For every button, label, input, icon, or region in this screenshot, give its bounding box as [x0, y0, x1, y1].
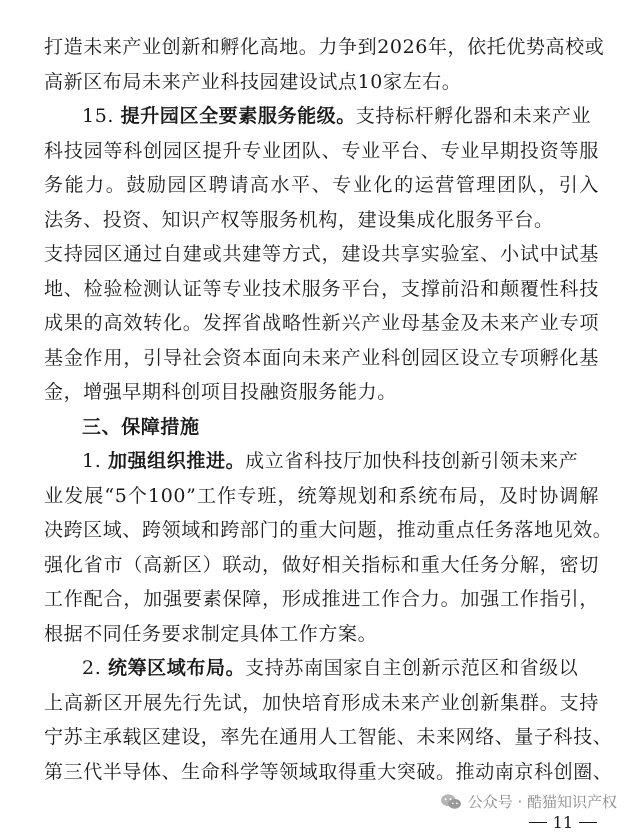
page-number-dash-left [529, 822, 547, 823]
text-line: 法务、投资、知识产权等服务机构，建设集成化服务平台。 [44, 208, 554, 231]
text-line: 高新区布局未来产业科技园建设试点10家左右。 [44, 70, 462, 93]
page-number-value: 11 [552, 813, 573, 832]
item-number: 15. [82, 105, 115, 127]
page-number-dash-right [579, 822, 597, 823]
item-number: 1. [82, 450, 102, 472]
text-line: 务能力。鼓励园区聘请高水平、专业化的运营管理团队，引入 [44, 174, 599, 196]
item-2-line [44, 651, 599, 686]
wechat-icon [440, 793, 462, 811]
text-line: 第三代半导体、生命科学等领域取得重大突破。推动南京科创圈、 [44, 760, 613, 783]
item-heading: 统筹区域布局。 [107, 657, 246, 679]
text-line: 强化省市（高新区）联动，做好相关指标和重大任务分解，密切 [44, 553, 599, 576]
text-line: 上高新区开展先行先试，加快培育形成未来产业创新集群。支持 [44, 691, 599, 714]
text-line: 宁苏主承载区建设，率先在通用人工智能、未来网络、量子科技、 [44, 726, 613, 748]
item-heading: 加强组织推进。 [107, 450, 246, 472]
text-line: 业发展“5个100”工作专班，统筹规划和系统布局，及时协调解 [44, 484, 599, 507]
item-number: 2. [82, 657, 102, 679]
item-text: 支持标杆孵化器和未来产业 [355, 105, 592, 127]
item-text: 支持苏南国家自主创新示范区和省级以 [245, 657, 579, 679]
item-heading: 提升园区全要素服务能级。 [120, 105, 356, 127]
text-line: 地、检验检测认证等专业技术服务平台，支撑前沿和颠覆性科技 [44, 277, 599, 300]
item-15-line [44, 99, 599, 134]
text-line: 根据不同任务要求制定具体工作方案。 [44, 622, 378, 645]
text-line: 工作配合，加强要素保障，形成推进工作合力。加强工作指引， [44, 588, 599, 610]
text-line: 基金作用，引导社会资本面向未来产业科创园区设立专项孵化基 [44, 346, 599, 369]
text-line: 决跨区域、跨领域和跨部门的重大问题，推动重点任务落地见效。 [44, 519, 613, 541]
text-line: 打造未来产业创新和孵化高地。力争到2026年，依托优势高校或 [44, 36, 605, 58]
item-1-line [44, 444, 599, 479]
text-line: 科技园等科创园区提升专业团队、专业平台、专业早期投资等服 [44, 139, 599, 162]
section-heading: 三、保障措施 [82, 415, 200, 438]
watermark-text: 公众号 · 酷猫知识产权 [467, 793, 617, 811]
text-line: 支持园区通过自建或共建等方式，建设共享实验室、小试中试基 [44, 243, 599, 265]
text-line: 成果的高效转化。发挥省战略性新兴产业母基金及未来产业专项 [44, 312, 599, 334]
text-line: 金，增强早期科创项目投融资服务能力。 [44, 381, 397, 403]
item-text: 成立省科技厅加快科技创新引领未来产 [245, 450, 579, 472]
document-body [44, 30, 613, 789]
page-number [529, 813, 597, 832]
watermark [436, 789, 621, 814]
